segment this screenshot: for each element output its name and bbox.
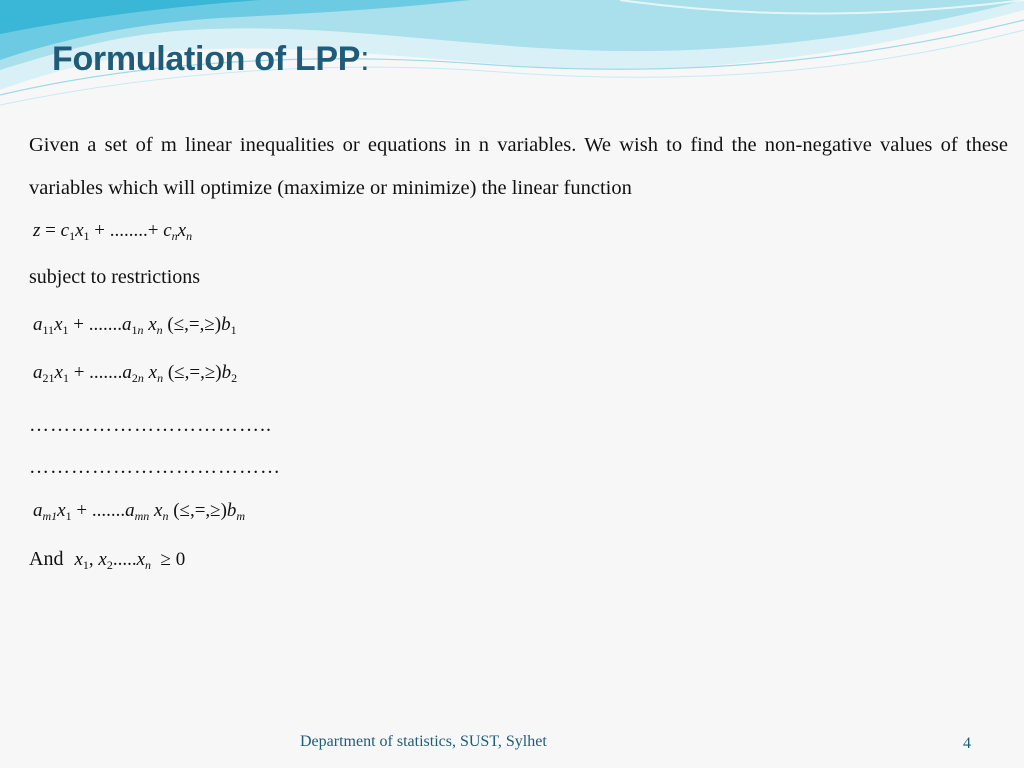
subject-to-text: subject to restrictions (29, 266, 201, 288)
page-number: 4 (963, 735, 971, 752)
and-label: And (29, 548, 64, 570)
slide-title-colon: : (360, 40, 370, 78)
constraint-equation-m: $a_{m1}x_1 + .......a_{mn}$ $x_n$ $(\le,=,\ge)b_m$ (33, 500, 246, 523)
slide-title (52, 40, 369, 79)
constraint-equation-1: $a_{11}x_1 + .......a_{1n}$ $x_n$ $(\le,=,\ge)b_1$ (33, 314, 237, 337)
footer-department-text: Department of statistics, SUST, Sylhet (300, 733, 547, 750)
non-negativity-equation: $x_1$, $x_2.....x_n \ge 0$ (74, 549, 186, 572)
ellipsis-line-2: ……………………………… (29, 456, 281, 478)
slide-title-text: Formulation of LPP (52, 40, 361, 78)
ellipsis-line-1: …………………………….. (29, 414, 272, 436)
objective-function-equation: $z = c_1x_1$ + ........+ $c_nx_n$ (33, 220, 193, 243)
intro-paragraph: Given a set of m linear inequalities or equations in n variables. We wish to find the non-negative values of these variables which will optimize (maximize or minimize) the linear function (29, 134, 1008, 199)
non-negativity-line (29, 548, 185, 573)
constraint-equation-2: $a_{21}x_1 + .......a_{2n}$ $x_n$ $(\le,=,\ge)b_2$ (33, 362, 238, 385)
